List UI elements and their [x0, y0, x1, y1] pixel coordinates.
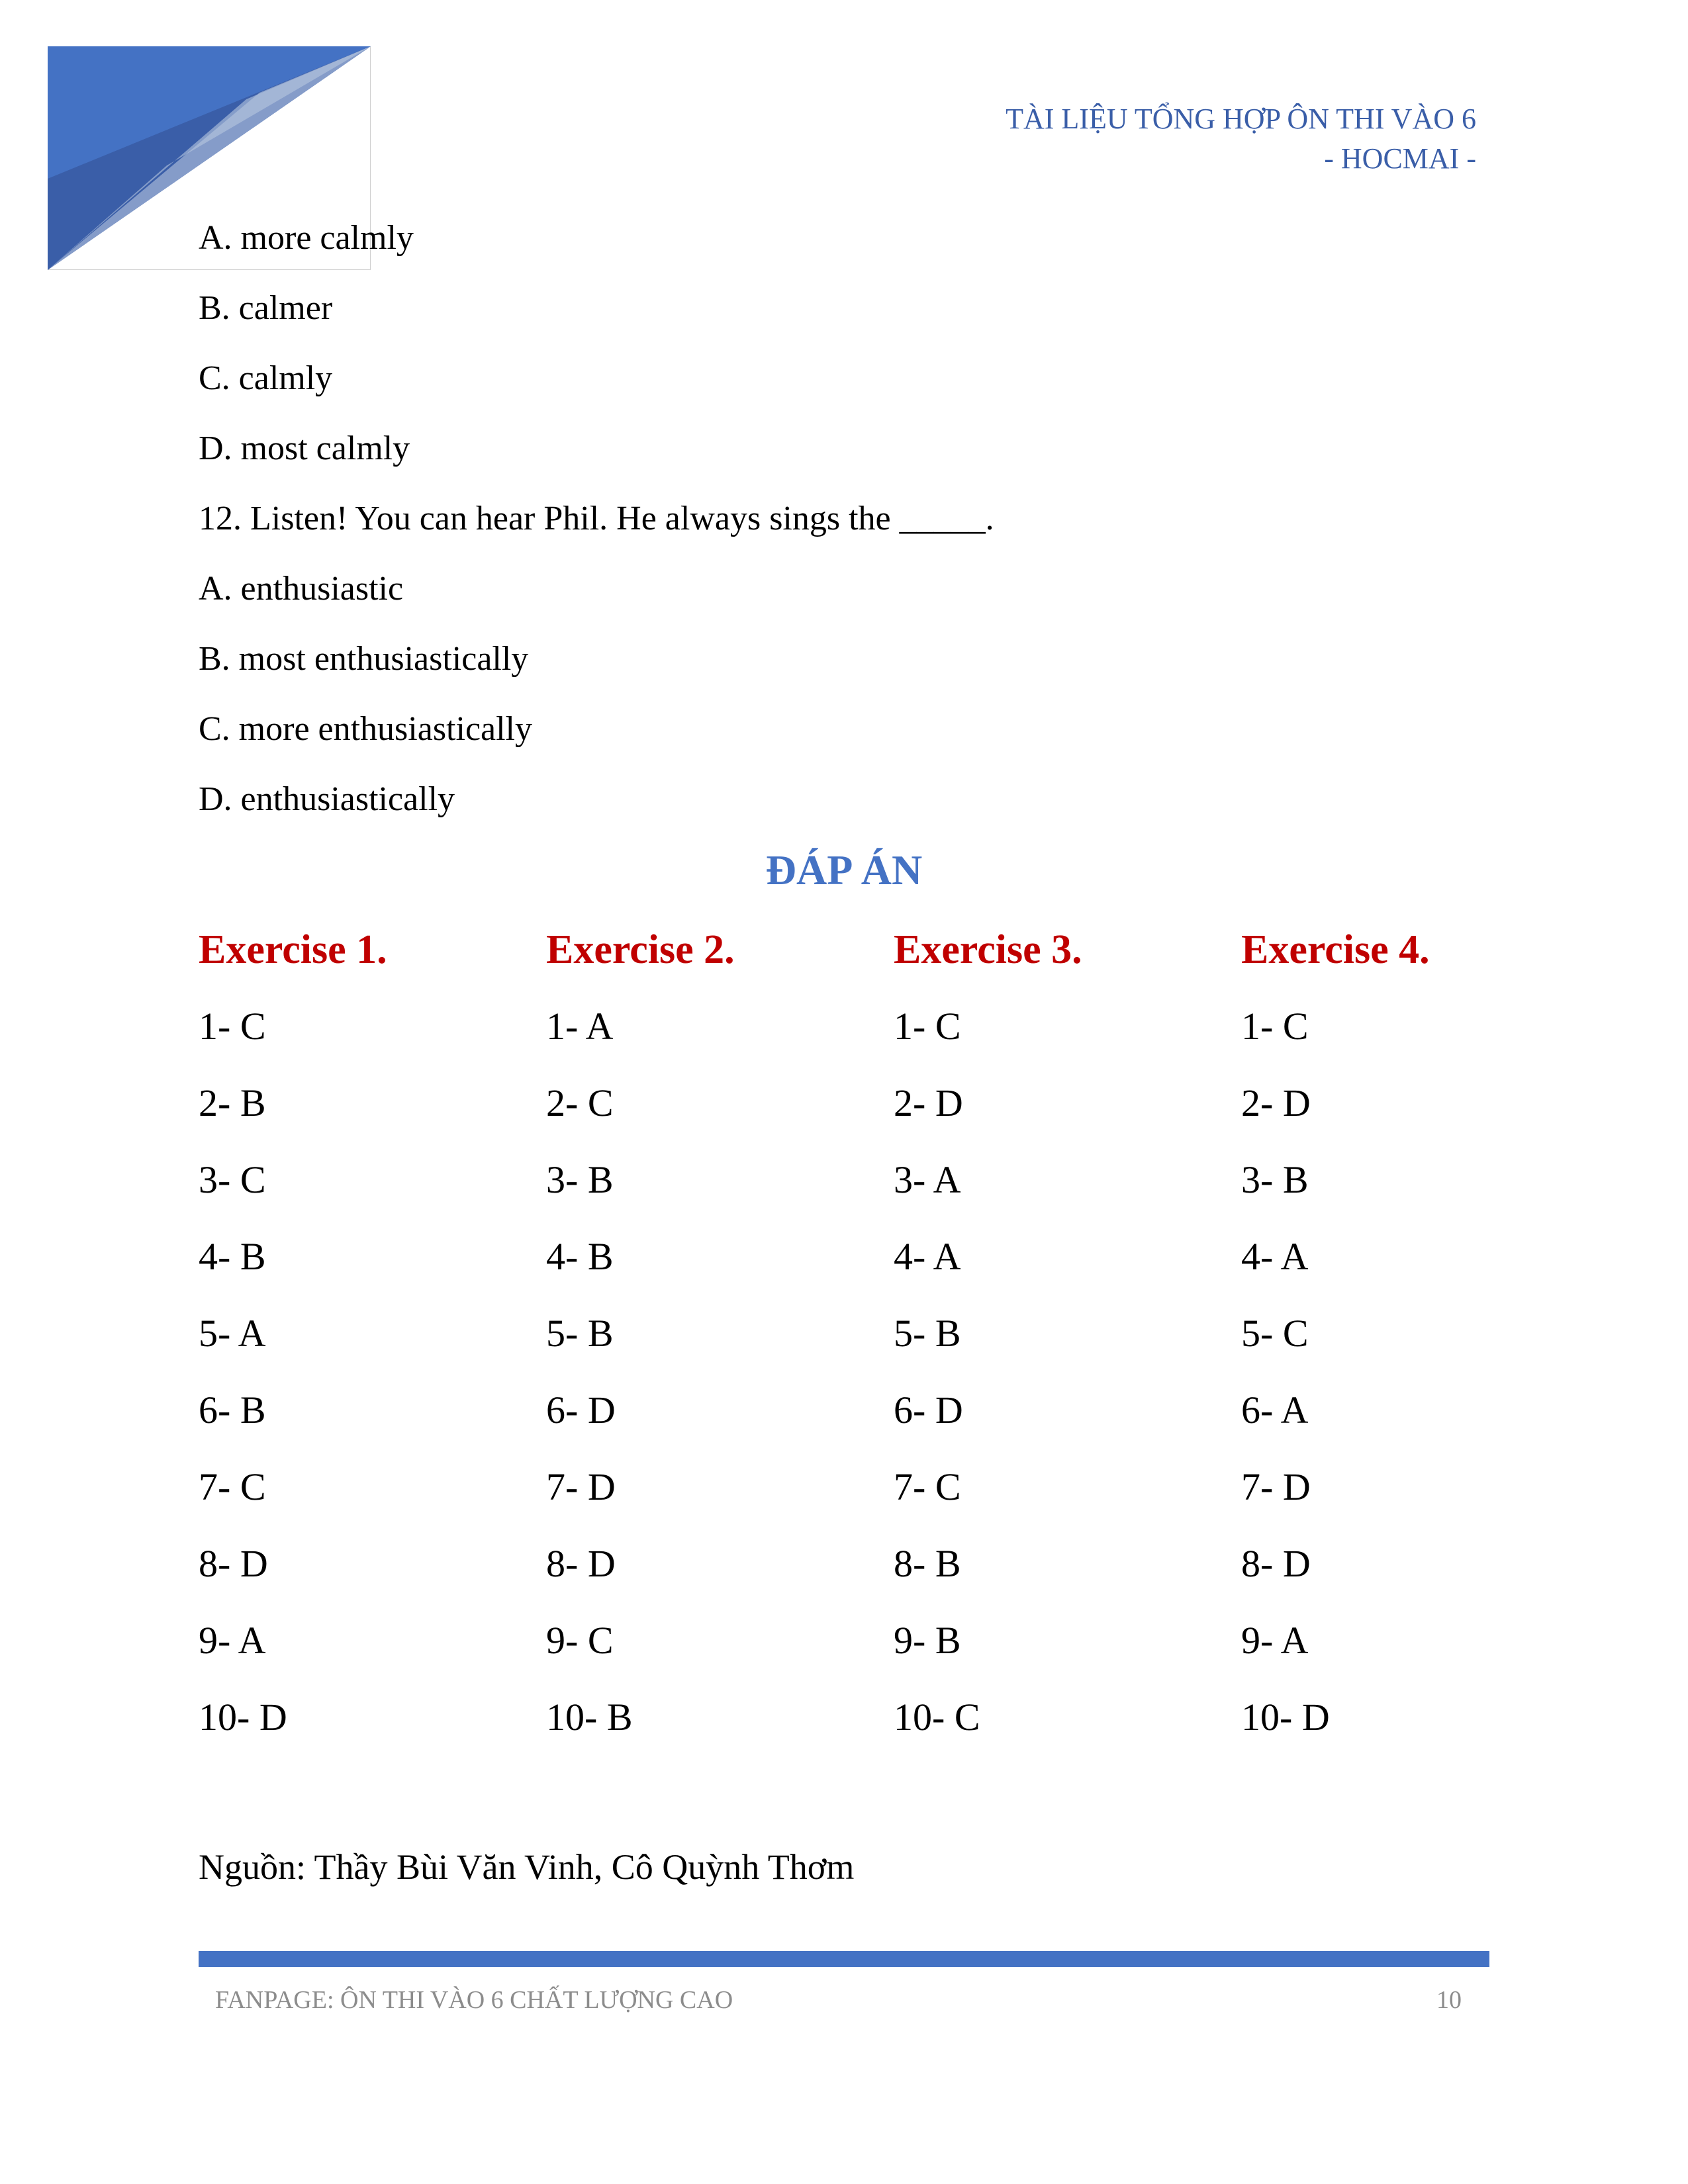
answer-item: 5- B [546, 1312, 614, 1355]
answers-heading: ĐÁP ÁN [765, 846, 923, 893]
q11-option-b: B. calmer [199, 289, 333, 327]
answer-item: 5- B [894, 1312, 961, 1355]
answer-item: 9- A [1241, 1619, 1309, 1662]
answer-item: 3- B [546, 1158, 614, 1201]
answer-item: 4- B [199, 1235, 266, 1278]
q12-option-d: D. enthusiastically [199, 780, 455, 818]
answer-item: 1- C [199, 1005, 266, 1048]
answer-item: 1- A [546, 1005, 614, 1048]
answer-item: 3- C [199, 1158, 266, 1201]
answer-item: 3- A [894, 1158, 961, 1201]
q11-option-d: D. most calmly [199, 430, 410, 467]
answer-item: 4- A [1241, 1235, 1309, 1278]
answer-item: 7- D [546, 1465, 616, 1508]
answer-item: 5- A [199, 1312, 266, 1355]
answer-item: 3- B [1241, 1158, 1309, 1201]
exercise-column [1241, 923, 1489, 1756]
exercise-column [894, 923, 1238, 1756]
answer-item: 8- D [546, 1542, 616, 1585]
answer-item: 9- B [894, 1619, 961, 1662]
answer-item: 5- C [1241, 1312, 1309, 1355]
exercise-column [546, 923, 890, 1756]
answer-item: 7- C [199, 1465, 266, 1508]
exercise-heading: Exercise 1. [199, 927, 387, 972]
answer-item: 8- D [1241, 1542, 1311, 1585]
answer-item: 8- B [894, 1542, 961, 1585]
page-number: 10 [1436, 1986, 1462, 2014]
answer-item: 2- D [894, 1081, 963, 1124]
header-subtitle: - HOCMAI - [1324, 142, 1476, 175]
answer-item: 2- B [199, 1081, 266, 1124]
document-header [1006, 99, 1476, 179]
q12-option-a: A. enthusiastic [199, 570, 404, 608]
question-12-text: 12. Listen! You can hear Phil. He always sings the _____. [199, 500, 994, 537]
answer-item: 10- D [199, 1696, 287, 1739]
answer-item: 4- B [546, 1235, 614, 1278]
answer-item: 1- C [894, 1005, 961, 1048]
answer-item: 9- C [546, 1619, 614, 1662]
exercise-heading: Exercise 4. [1241, 927, 1430, 972]
answer-item: 10- C [894, 1696, 980, 1739]
source-credit: Nguồn: Thầy Bùi Văn Vinh, Cô Quỳnh Thơm [199, 1847, 855, 1887]
answer-item: 4- A [894, 1235, 961, 1278]
answer-item: 10- D [1241, 1696, 1330, 1739]
answer-item: 9- A [199, 1619, 266, 1662]
answer-item: 6- B [199, 1388, 266, 1432]
q12-option-b: B. most enthusiastically [199, 640, 529, 678]
footer-divider [199, 1951, 1489, 1967]
exercise-column [199, 923, 543, 1756]
footer-fanpage: FANPAGE: ÔN THI VÀO 6 CHẤT LƯỢNG CAO [215, 1986, 733, 2014]
answer-item: 2- C [546, 1081, 614, 1124]
answer-item: 1- C [1241, 1005, 1309, 1048]
q11-option-a: A. more calmly [199, 219, 414, 257]
answer-item: 8- D [199, 1542, 268, 1585]
answer-item: 7- C [894, 1465, 961, 1508]
answer-item: 7- D [1241, 1465, 1311, 1508]
answer-item: 6- D [894, 1388, 963, 1432]
exercise-heading: Exercise 2. [546, 927, 735, 972]
answer-item: 6- D [546, 1388, 616, 1432]
answer-item: 10- B [546, 1696, 633, 1739]
answer-item: 6- A [1241, 1388, 1309, 1432]
q12-option-c: C. more enthusiastically [199, 710, 533, 748]
header-title: TÀI LIỆU TỔNG HỢP ÔN THI VÀO 6 [1006, 103, 1476, 135]
answer-item: 2- D [1241, 1081, 1311, 1124]
q11-option-c: C. calmly [199, 359, 333, 397]
exercise-heading: Exercise 3. [894, 927, 1082, 972]
